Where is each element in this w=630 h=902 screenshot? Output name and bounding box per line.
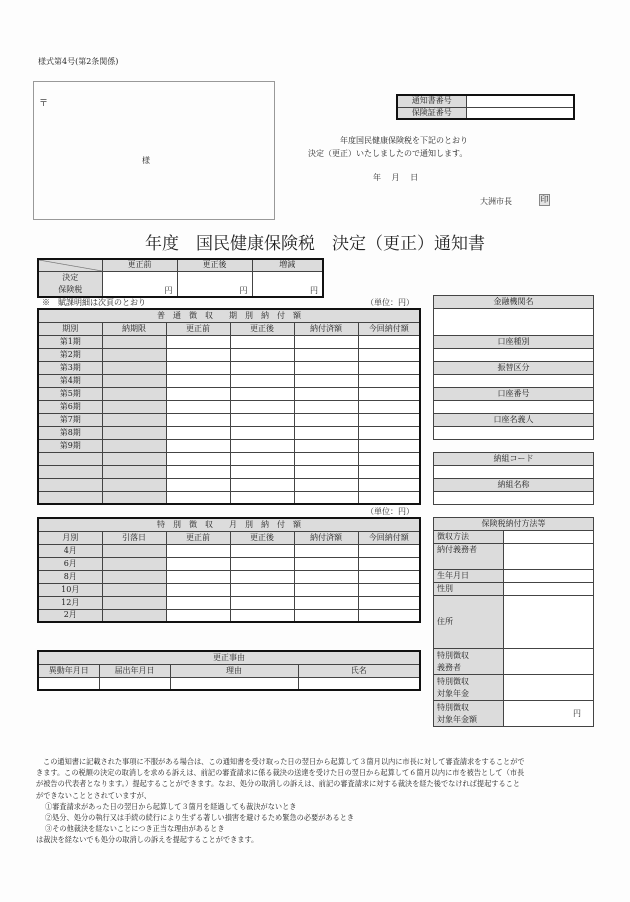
amount-after-field[interactable]: [230, 348, 294, 361]
change-date-field[interactable]: [38, 677, 99, 690]
footer-line: は裁決を経ないでも処分の取消しの訴えを提起することができます。: [36, 835, 259, 845]
current-amount-field[interactable]: [358, 361, 420, 374]
assessment-note: ※ 賦課明細は次頁のとおり: [42, 298, 146, 307]
account-number-label: 口座番号: [434, 388, 594, 401]
column-header: 異動年月日: [38, 664, 99, 677]
label-line: 対象年金: [437, 688, 469, 698]
form-id: 様式第4号(第2条関係): [38, 57, 119, 66]
transfer-type-label: 振替区分: [434, 362, 594, 375]
amount-before-field[interactable]: [166, 426, 230, 439]
ordinary-date-field[interactable]: [102, 400, 166, 413]
special-pension-label: [434, 675, 504, 701]
gender-field[interactable]: [504, 583, 594, 596]
ordinary-period-label: 第4期: [38, 374, 102, 387]
birthdate-label: 生年月日: [434, 570, 504, 583]
account-holder-label: 口座名義人: [434, 414, 594, 427]
amount-after-field[interactable]: [230, 596, 294, 609]
column-header: 納付済額: [294, 322, 358, 335]
paid-amount-field[interactable]: [294, 426, 358, 439]
amount-after-field[interactable]: [230, 452, 294, 465]
table-row: [38, 544, 420, 557]
special-period-label: 6月: [38, 557, 102, 570]
amount-change-field[interactable]: 円: [252, 271, 323, 297]
ordinary-period-label: 第7期: [38, 413, 102, 426]
summary-header: 更正前: [102, 259, 177, 271]
amount-before-field[interactable]: [166, 452, 230, 465]
paid-amount-field[interactable]: [294, 361, 358, 374]
ordinary-period-label: 第6期: [38, 400, 102, 413]
amount-before-field[interactable]: [166, 557, 230, 570]
summary-header: 増減: [252, 259, 323, 271]
ordinary-date-field[interactable]: [102, 348, 166, 361]
column-header: 納期限: [102, 322, 166, 335]
current-amount-field[interactable]: [358, 452, 420, 465]
unit-label: （単位：円）: [366, 507, 414, 516]
special-period-label: 12月: [38, 596, 102, 609]
amount-before-field[interactable]: [166, 413, 230, 426]
column-header: 更正前: [166, 531, 230, 544]
correction-reason-table: [37, 650, 421, 691]
table-row: [38, 557, 420, 570]
amount-after-field[interactable]: [230, 491, 294, 504]
table-row: [38, 583, 420, 596]
ordinary-period-label: 第3期: [38, 361, 102, 374]
bank-name-field[interactable]: [434, 309, 594, 336]
amount-before-field[interactable]: [166, 348, 230, 361]
amount-after-field[interactable]: [230, 609, 294, 622]
paid-amount-field[interactable]: [294, 557, 358, 570]
table-row: [38, 478, 420, 491]
column-header: 今回納付額: [358, 322, 420, 335]
amount-after-field[interactable]: [230, 387, 294, 400]
paid-amount-field[interactable]: [294, 596, 358, 609]
current-amount-field[interactable]: [358, 335, 420, 348]
paid-amount-field[interactable]: [294, 570, 358, 583]
group-code-field[interactable]: [434, 466, 594, 479]
paid-amount-field[interactable]: [294, 400, 358, 413]
table-row: [38, 596, 420, 609]
special-period-label: 4月: [38, 544, 102, 557]
summary-table: [37, 258, 324, 298]
seal-icon: 印: [540, 195, 549, 204]
ordinary-date-field[interactable]: [102, 452, 166, 465]
footer-line: ①審査請求があった日の翌日から起算して３箇月を経過しても裁決がないとき: [45, 801, 297, 811]
table-row: [38, 426, 420, 439]
ordinary-date-field[interactable]: [102, 465, 166, 478]
label-line: 義務者: [437, 662, 461, 672]
paid-amount-field[interactable]: [294, 478, 358, 491]
special-obligor-label: [434, 649, 504, 675]
amount-after-field[interactable]: [230, 374, 294, 387]
column-header: 月別: [38, 531, 102, 544]
ordinary-date-field[interactable]: [102, 478, 166, 491]
table-row: [38, 361, 420, 374]
amount-before-field[interactable]: [166, 465, 230, 478]
paid-amount-field[interactable]: [294, 387, 358, 400]
message-line-2: 決定（更正）いたしましたので通知します。: [308, 149, 468, 158]
table-row: [38, 570, 420, 583]
page-title: 年度 国民健康保険税 決定（更正）通知書: [145, 234, 485, 254]
column-header: 期別: [38, 322, 102, 335]
current-amount-field[interactable]: [358, 491, 420, 504]
current-amount-field[interactable]: [358, 413, 420, 426]
ordinary-period-label: 第2期: [38, 348, 102, 361]
ordinary-period-label: [38, 491, 102, 504]
table-row: [38, 400, 420, 413]
table-row: [38, 335, 420, 348]
amount-before-field[interactable]: [166, 544, 230, 557]
special-pension-amount-label: [434, 701, 504, 727]
transfer-type-field[interactable]: [434, 375, 594, 388]
column-header: 更正後: [230, 322, 294, 335]
footer-line: ②処分、処分の執行又は手続の続行により生ずる著しい損害を避けるため緊急の必要があるとき: [45, 813, 355, 823]
column-header: 氏名: [298, 664, 420, 677]
paid-amount-field[interactable]: [294, 335, 358, 348]
ordinary-period-label: [38, 452, 102, 465]
gender-label: 性別: [434, 583, 504, 596]
current-amount-field[interactable]: [358, 557, 420, 570]
name-field[interactable]: [298, 677, 420, 690]
paid-amount-field[interactable]: [294, 439, 358, 452]
table-row: [38, 491, 420, 504]
bank-table: [433, 295, 594, 440]
table-title: 特 別 徴 収 月 別 納 付 額: [38, 518, 420, 531]
current-amount-field[interactable]: [358, 348, 420, 361]
table-row: [38, 465, 420, 478]
footer-line: ③その他裁決を経ないことにつき正当な理由があるとき: [45, 824, 225, 834]
amount-before-field[interactable]: [166, 609, 230, 622]
footer-line: ができないこととされていますが、: [36, 790, 152, 800]
notice-number-field[interactable]: [466, 95, 574, 107]
special-date-field[interactable]: [102, 544, 166, 557]
column-header: 理由: [170, 664, 298, 677]
ordinary-date-field[interactable]: [102, 335, 166, 348]
notice-number-table: [396, 94, 575, 120]
account-type-field[interactable]: [434, 349, 594, 362]
group-name-field[interactable]: [434, 492, 594, 505]
special-period-label: 8月: [38, 570, 102, 583]
special-obligor-field[interactable]: [504, 649, 594, 675]
amount-before-field[interactable]: [166, 583, 230, 596]
row-label-line: 決定: [62, 272, 79, 282]
current-amount-field[interactable]: [358, 439, 420, 452]
table-row: [38, 374, 420, 387]
label-line: 特別徴収: [437, 650, 469, 660]
payment-method-table: [433, 517, 594, 727]
current-amount-field[interactable]: [358, 374, 420, 387]
group-name-label: 納組名称: [434, 479, 594, 492]
current-amount-field[interactable]: [358, 465, 420, 478]
amount-after-field[interactable]: [230, 557, 294, 570]
amount-after-field[interactable]: [230, 465, 294, 478]
bank-name-label: 金融機関名: [434, 296, 594, 309]
amount-after-field[interactable]: [230, 335, 294, 348]
amount-before-field[interactable]: [166, 596, 230, 609]
insurance-number-field[interactable]: [466, 107, 574, 119]
special-period-label: 10月: [38, 583, 102, 596]
ordinary-date-field[interactable]: [102, 413, 166, 426]
column-header: 更正前: [166, 322, 230, 335]
collection-method-field[interactable]: [504, 531, 594, 544]
amount-after-field[interactable]: [230, 570, 294, 583]
column-header: 今回納付額: [358, 531, 420, 544]
current-amount-field[interactable]: [358, 478, 420, 491]
table-row: [38, 387, 420, 400]
ordinary-period-label: [38, 478, 102, 491]
issuer-name: 大洲市長: [480, 197, 512, 206]
ordinary-date-field[interactable]: [102, 361, 166, 374]
paid-amount-field[interactable]: [294, 348, 358, 361]
ordinary-date-field[interactable]: [102, 426, 166, 439]
ordinary-period-label: 第8期: [38, 426, 102, 439]
table-row: [38, 413, 420, 426]
diagonal-header-cell: [38, 259, 102, 271]
group-table: [433, 452, 594, 505]
footer-line: この通知書に記載された事項に不服がある場合は、この通知書を受け取った日の翌日から起算して３箇月以内に市長に対して審査請求をすることがで: [43, 757, 525, 766]
special-pension-amount-field[interactable]: 円: [504, 701, 594, 727]
label-line: 特別徴収: [437, 676, 469, 686]
address-field[interactable]: [504, 596, 594, 649]
ordinary-period-label: 第5期: [38, 387, 102, 400]
birthdate-field[interactable]: [504, 570, 594, 583]
issue-date: 年 月 日: [373, 173, 419, 182]
message-line-1: 年度国民健康保険税を下記のとおり: [340, 136, 468, 145]
footer-line: が被告の代表者となります。）提起することができます。なお、処分の取消しの訴えは、前記の審査請求に対する裁決を経た後でなければ提起すること: [36, 779, 521, 789]
reason-field[interactable]: [170, 677, 298, 690]
postal-mark: 〒: [39, 99, 49, 109]
column-header: 納付済額: [294, 531, 358, 544]
label-line: 特別徴収: [437, 702, 469, 712]
current-amount-field[interactable]: [358, 570, 420, 583]
special-date-field[interactable]: [102, 583, 166, 596]
amount-before-field[interactable]: [166, 439, 230, 452]
addressee-suffix: 様: [142, 156, 150, 165]
special-period-label: 2月: [38, 609, 102, 622]
label-line: 対象年金額: [437, 714, 477, 724]
amount-before-field[interactable]: [166, 478, 230, 491]
ordinary-collection-table: [37, 308, 421, 505]
table-title: 更正事由: [38, 651, 420, 664]
ordinary-period-label: [38, 465, 102, 478]
paid-amount-field[interactable]: [294, 374, 358, 387]
special-rows: [38, 544, 420, 622]
paid-amount-field[interactable]: [294, 491, 358, 504]
account-number-field[interactable]: [434, 401, 594, 414]
amount-before-field[interactable]: 円: [102, 271, 177, 297]
obligor-field[interactable]: [504, 544, 594, 570]
amount-before-field[interactable]: [166, 491, 230, 504]
table-title: 普 通 徴 収 期 別 納 付 額: [38, 309, 420, 322]
amount-after-field[interactable]: [230, 361, 294, 374]
obligor-label: 納付義務者: [434, 544, 504, 570]
footer-line: きます。この税額の決定の取消しを求める訴えは、前記の審査請求に係る裁決の送達を受けた日の翌日から起算して６箇月以内に市を被告として（市長: [36, 768, 525, 778]
ordinary-date-field[interactable]: [102, 374, 166, 387]
unit-label: （単位：円）: [366, 298, 414, 307]
amount-after-field[interactable]: [230, 478, 294, 491]
address-label: 住所: [434, 596, 504, 649]
group-code-label: 納組コード: [434, 453, 594, 466]
amount-after-field[interactable]: [230, 544, 294, 557]
amount-after-field[interactable]: [230, 583, 294, 596]
table-row: [38, 452, 420, 465]
ordinary-period-label: 第9期: [38, 439, 102, 452]
amount-before-field[interactable]: [166, 570, 230, 583]
current-amount-field[interactable]: [358, 426, 420, 439]
ordinary-date-field[interactable]: [102, 387, 166, 400]
column-header: 更正後: [230, 531, 294, 544]
paid-amount-field[interactable]: [294, 544, 358, 557]
ordinary-date-field[interactable]: [102, 491, 166, 504]
paid-amount-field[interactable]: [294, 583, 358, 596]
summary-header: 更正後: [177, 259, 252, 271]
account-holder-field[interactable]: [434, 427, 594, 440]
special-date-field[interactable]: [102, 557, 166, 570]
payment-method-title: 保険税納付方法等: [434, 518, 594, 531]
table-row: [38, 348, 420, 361]
amount-after-field[interactable]: [230, 400, 294, 413]
row-label-line: 保険税: [58, 284, 83, 294]
amount-before-field[interactable]: [166, 387, 230, 400]
amount-before-field[interactable]: [166, 374, 230, 387]
amount-after-field[interactable]: [230, 439, 294, 452]
amount-after-field[interactable]: [230, 413, 294, 426]
ordinary-date-field[interactable]: [102, 439, 166, 452]
collection-method-label: 徴収方法: [434, 531, 504, 544]
amount-before-field[interactable]: [166, 400, 230, 413]
amount-after-field[interactable]: [230, 426, 294, 439]
account-type-label: 口座種別: [434, 336, 594, 349]
paid-amount-field[interactable]: [294, 465, 358, 478]
current-amount-field[interactable]: [358, 544, 420, 557]
current-amount-field[interactable]: [358, 400, 420, 413]
table-row: [38, 609, 420, 622]
amount-before-field[interactable]: [166, 361, 230, 374]
ordinary-rows: [38, 335, 420, 504]
table-row: [38, 439, 420, 452]
special-pension-field[interactable]: [504, 675, 594, 701]
special-date-field[interactable]: [102, 570, 166, 583]
paid-amount-field[interactable]: [294, 452, 358, 465]
notice-number-label: 通知書番号: [397, 95, 466, 107]
current-amount-field[interactable]: [358, 387, 420, 400]
current-amount-field[interactable]: [358, 583, 420, 596]
column-header: 引落日: [102, 531, 166, 544]
special-collection-table: [37, 517, 421, 623]
paid-amount-field[interactable]: [294, 609, 358, 622]
special-date-field[interactable]: [102, 596, 166, 609]
address-box: [33, 81, 275, 220]
current-amount-field[interactable]: [358, 596, 420, 609]
summary-row-label: [38, 271, 102, 297]
ordinary-period-label: 第1期: [38, 335, 102, 348]
current-amount-field[interactable]: [358, 609, 420, 622]
column-header: 届出年月日: [99, 664, 170, 677]
paid-amount-field[interactable]: [294, 413, 358, 426]
special-date-field[interactable]: [102, 609, 166, 622]
amount-after-field[interactable]: 円: [177, 271, 252, 297]
amount-before-field[interactable]: [166, 335, 230, 348]
appeal-notice: [36, 756, 596, 846]
insurance-number-label: 保険証番号: [397, 107, 466, 119]
report-date-field[interactable]: [99, 677, 170, 690]
